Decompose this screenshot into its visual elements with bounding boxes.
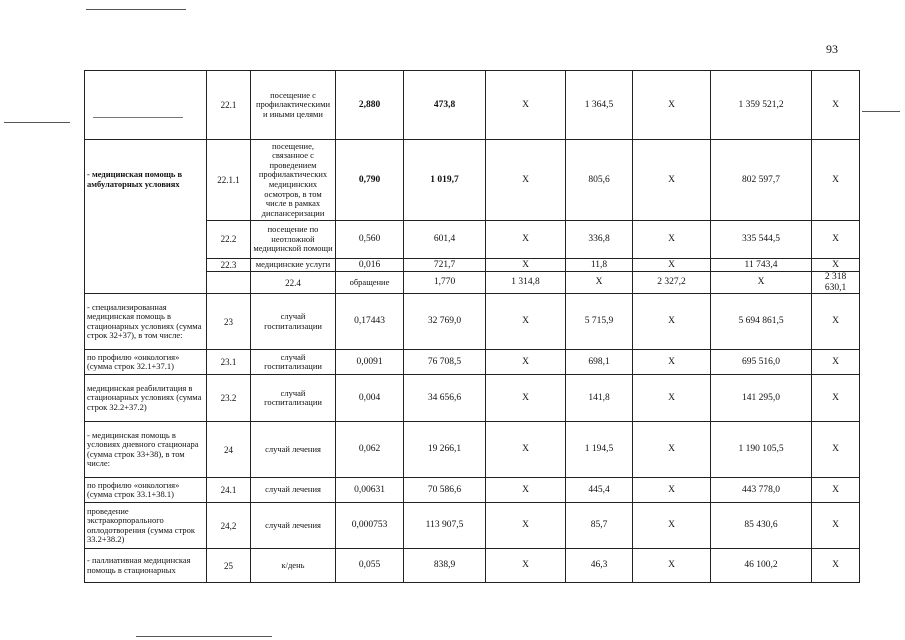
row-col-5: Х [812,71,860,140]
row-code: 22.3 [207,259,251,272]
row-code: 22.1 [207,71,251,140]
row-col-5: Х [812,140,860,221]
row-col-4: 46 100,2 [711,549,812,583]
row-unit: случай госпитализации [251,375,336,422]
row-col-2: 11,8 [566,259,633,272]
row-norm: 0,062 [336,422,404,478]
table-row [85,140,860,221]
row-col-4: 5 694 861,5 [711,294,812,350]
table-row [85,375,860,422]
page-number: 93 [826,42,838,56]
row-cost: 19 266,1 [404,422,486,478]
row-col-3: Х [633,259,711,272]
row-col-5: Х [812,375,860,422]
row-cost: 1 019,7 [404,140,486,221]
row-col-2: 336,8 [566,221,633,259]
row-cost: 34 656,6 [404,375,486,422]
row-col-1: Х [486,375,566,422]
row-unit: посещение по неотложной медицинской помощи [251,221,336,259]
row-col-1: Х [486,221,566,259]
row-col-5: Х [812,294,860,350]
row-code: 22.2 [207,221,251,259]
row-col-4: 335 544,5 [711,221,812,259]
table-row [85,503,860,549]
row-col-4: 11 743,4 [711,259,812,272]
row-unit: случай лечения [251,422,336,478]
row-description: по профилю «онкология» (сумма строк 32.1+37.1) [85,350,207,375]
row-description [85,71,207,140]
row-col-2: 46,3 [566,549,633,583]
row-col-4: 2 318 630,1 [812,272,860,294]
table-row [85,478,860,503]
row-col-2: 141,8 [566,375,633,422]
data-table [84,70,860,583]
row-col-4: 1 190 105,5 [711,422,812,478]
row-unit: случай лечения [251,478,336,503]
row-unit: случай лечения [251,503,336,549]
row-col-3: Х [633,294,711,350]
row-col-5: Х [812,503,860,549]
row-cost: 473,8 [404,71,486,140]
row-col-2: 1 194,5 [566,422,633,478]
row-code: 24.1 [207,478,251,503]
row-description: проведение экстракорпорального оплодотворения (сумма строк 33.2+38.2) [85,503,207,549]
row-col-3: Х [633,140,711,221]
row-col-1: Х [486,71,566,140]
row-col-1: Х [486,350,566,375]
row-cost: 76 708,5 [404,350,486,375]
row-norm: 0,004 [336,375,404,422]
row-description [207,272,251,294]
row-col-2: 2 327,2 [633,272,711,294]
table-row [85,294,860,350]
row-norm: 0,560 [336,221,404,259]
row-norm: 1,770 [404,272,486,294]
row-col-4: 141 295,0 [711,375,812,422]
row-description: - паллиативная медицинская помощь в стационарных [85,549,207,583]
row-col-1: Х [486,503,566,549]
row-cost: 1 314,8 [486,272,566,294]
row-col-4: 695 516,0 [711,350,812,375]
table-row [85,422,860,478]
row-norm: 0,17443 [336,294,404,350]
row-code: 24 [207,422,251,478]
row-col-1: Х [486,259,566,272]
row-code: 24,2 [207,503,251,549]
row-description: - медицинская помощь в условиях дневного стационара (сумма строк 33+38), в том числе: [85,422,207,478]
table-row [85,549,860,583]
row-col-3: Х [711,272,812,294]
row-col-3: Х [633,350,711,375]
row-description: по профилю «онкология» (сумма строк 33.1+38.1) [85,478,207,503]
row-col-5: Х [812,478,860,503]
row-col-3: Х [633,549,711,583]
row-norm: 0,0091 [336,350,404,375]
row-col-2: 1 364,5 [566,71,633,140]
row-col-1: Х [486,422,566,478]
row-col-5: Х [812,221,860,259]
scan-line-left-margin [4,122,70,123]
row-norm: 0,000753 [336,503,404,549]
row-col-3: Х [633,221,711,259]
row-col-4: 443 778,0 [711,478,812,503]
row-col-1: Х [486,140,566,221]
row-col-5: Х [812,549,860,583]
row-code: 25 [207,549,251,583]
row-col-2: 698,1 [566,350,633,375]
row-norm: 0,790 [336,140,404,221]
row-description: медицинская реабилитация в стационарных условиях (сумма строк 32.2+37.2) [85,375,207,422]
row-code: 23 [207,294,251,350]
row-unit: обращение [336,272,404,294]
row-col-1: Х [486,549,566,583]
row-description: - медицинская помощь в амбулаторных условиях [85,140,207,294]
row-unit: случай госпитализации [251,350,336,375]
row-cost: 32 769,0 [404,294,486,350]
row-col-1: Х [486,294,566,350]
row-unit: медицинские услуги [251,259,336,272]
row-col-2: 85,7 [566,503,633,549]
scan-line-top [86,9,186,10]
row-col-3: Х [633,71,711,140]
row-unit: посещение, связанное с проведением профилактических медицинских осмотров, в том числе в рамках диспансеризации [251,140,336,221]
row-col-3: Х [633,503,711,549]
row-code: 22.4 [251,272,336,294]
row-col-3: Х [633,478,711,503]
row-col-4: 85 430,6 [711,503,812,549]
row-col-3: Х [633,422,711,478]
scan-line-bottom [136,636,272,637]
row-col-2: 5 715,9 [566,294,633,350]
row-code: 22.1.1 [207,140,251,221]
row-cost: 601,4 [404,221,486,259]
row-col-4: 1 359 521,2 [711,71,812,140]
row-col-2: 805,6 [566,140,633,221]
row-col-5: Х [812,350,860,375]
row-cost: 721,7 [404,259,486,272]
row-description: - специализированная медицинская помощь в стационарных условиях (сумма строк 32+37), в том числе: [85,294,207,350]
row-norm: 2,880 [336,71,404,140]
row-col-4: 802 597,7 [711,140,812,221]
row-col-1: Х [486,478,566,503]
row-unit: случай госпитализации [251,294,336,350]
row-norm: 0,055 [336,549,404,583]
row-col-5: Х [812,259,860,272]
row-unit: посещение с профилактическими и иными целями [251,71,336,140]
row-code: 23.2 [207,375,251,422]
row-cost: 113 907,5 [404,503,486,549]
row-cost: 838,9 [404,549,486,583]
row-col-5: Х [812,422,860,478]
table-row [85,350,860,375]
row-norm: 0,016 [336,259,404,272]
row-code: 23.1 [207,350,251,375]
scan-line-right-margin [862,111,900,112]
row-norm: 0,00631 [336,478,404,503]
row-col-3: Х [633,375,711,422]
table-row [85,71,860,140]
row-col-1: Х [566,272,633,294]
row-col-2: 445,4 [566,478,633,503]
row-cost: 70 586,6 [404,478,486,503]
row-unit: к/день [251,549,336,583]
